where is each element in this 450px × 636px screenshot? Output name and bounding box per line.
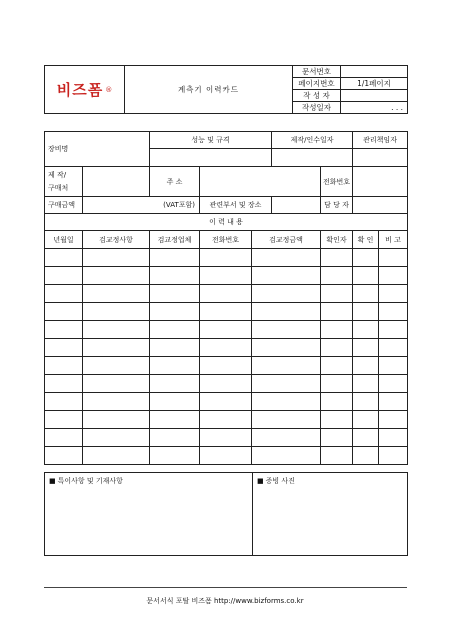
history-cell[interactable] xyxy=(379,429,408,447)
history-cell[interactable] xyxy=(83,357,150,375)
history-cell[interactable] xyxy=(353,393,379,411)
history-cell[interactable] xyxy=(83,339,150,357)
address-field[interactable] xyxy=(200,167,321,197)
doc-number-value xyxy=(341,66,408,78)
maker-date-field[interactable] xyxy=(272,149,353,167)
evidence-photo-label: 증빙 사진 xyxy=(265,477,295,485)
footer-divider xyxy=(44,587,407,588)
col-calibration-company: 검교정업체 xyxy=(150,231,200,249)
spec-label: 성능 및 규격 xyxy=(150,132,272,149)
history-cell[interactable] xyxy=(45,267,83,285)
history-cell[interactable] xyxy=(83,411,150,429)
history-cell[interactable] xyxy=(353,321,379,339)
history-cell[interactable] xyxy=(321,321,353,339)
history-cell[interactable] xyxy=(45,303,83,321)
history-cell[interactable] xyxy=(252,321,321,339)
dept-place-label: 관련부서 및 장소 xyxy=(200,197,272,214)
date-label: 작성일자 xyxy=(293,102,341,114)
history-cell[interactable] xyxy=(200,267,252,285)
history-cell[interactable] xyxy=(353,429,379,447)
table-row xyxy=(45,429,408,447)
history-cell[interactable] xyxy=(379,375,408,393)
history-cell[interactable] xyxy=(321,357,353,375)
history-cell[interactable] xyxy=(83,249,150,267)
history-cell[interactable] xyxy=(200,249,252,267)
address-label: 주 소 xyxy=(150,167,200,197)
special-notes-label: 특이사항 및 기재사항 xyxy=(57,477,123,485)
col-calibration-item: 검교정사항 xyxy=(83,231,150,249)
logo xyxy=(45,66,125,114)
table-row xyxy=(45,447,408,465)
history-cell[interactable] xyxy=(353,375,379,393)
history-cell[interactable] xyxy=(200,393,252,411)
table-row xyxy=(45,267,408,285)
date-value: . . . xyxy=(341,102,408,114)
history-cell[interactable] xyxy=(150,357,200,375)
col-calibration-amount: 검교정금액 xyxy=(252,231,321,249)
notes-section xyxy=(44,472,408,556)
history-cell[interactable] xyxy=(252,285,321,303)
evidence-photo-box[interactable] xyxy=(253,473,408,556)
history-cell[interactable] xyxy=(353,357,379,375)
history-cell[interactable] xyxy=(200,447,252,465)
equipment-form xyxy=(44,131,408,465)
history-cell[interactable] xyxy=(379,249,408,267)
author-label: 작 성 자 xyxy=(293,90,341,102)
history-cell[interactable] xyxy=(150,447,200,465)
document-title: 계측기 이력카드 xyxy=(125,66,293,114)
history-cell[interactable] xyxy=(200,339,252,357)
history-cell[interactable] xyxy=(83,321,150,339)
history-cell[interactable] xyxy=(83,267,150,285)
history-cell[interactable] xyxy=(379,285,408,303)
table-row xyxy=(45,393,408,411)
registered-mark-icon: ® xyxy=(105,85,113,94)
vat-label: (VAT포함) xyxy=(83,197,200,214)
history-cell[interactable] xyxy=(321,447,353,465)
history-cell[interactable] xyxy=(45,357,83,375)
table-row xyxy=(45,339,408,357)
history-cell[interactable] xyxy=(252,411,321,429)
history-cell[interactable] xyxy=(353,285,379,303)
history-cell[interactable] xyxy=(83,429,150,447)
history-cell[interactable] xyxy=(200,411,252,429)
col-remarks: 비 고 xyxy=(379,231,408,249)
history-cell[interactable] xyxy=(353,249,379,267)
col-checker: 확인자 xyxy=(321,231,353,249)
author-value xyxy=(341,90,408,102)
maker-buyer-field[interactable] xyxy=(83,167,150,197)
history-cell[interactable] xyxy=(252,303,321,321)
history-cell[interactable] xyxy=(321,375,353,393)
history-rows xyxy=(45,249,408,465)
history-cell[interactable] xyxy=(45,285,83,303)
history-cell[interactable] xyxy=(321,411,353,429)
history-cell[interactable] xyxy=(83,447,150,465)
history-cell[interactable] xyxy=(150,285,200,303)
history-cell[interactable] xyxy=(379,393,408,411)
history-cell[interactable] xyxy=(252,339,321,357)
history-cell[interactable] xyxy=(353,339,379,357)
history-cell[interactable] xyxy=(45,321,83,339)
history-cell[interactable] xyxy=(150,303,200,321)
footer-text: 문서서식 포탈 비즈폼 http://www.bizforms.co.kr xyxy=(146,597,304,605)
history-cell[interactable] xyxy=(150,411,200,429)
purchase-amount-label: 구매금액 xyxy=(45,197,83,214)
history-cell[interactable] xyxy=(252,447,321,465)
table-row xyxy=(45,411,408,429)
table-row xyxy=(45,285,408,303)
history-cell[interactable] xyxy=(150,249,200,267)
history-cell[interactable] xyxy=(200,303,252,321)
history-cell[interactable] xyxy=(200,285,252,303)
document-header xyxy=(44,65,408,114)
page-number-label: 페이지번호 xyxy=(293,78,341,90)
history-cell[interactable] xyxy=(379,447,408,465)
history-cell[interactable] xyxy=(252,393,321,411)
maker-date-label: 제작/인수일자 xyxy=(272,132,353,149)
history-cell[interactable] xyxy=(83,303,150,321)
history-cell[interactable] xyxy=(252,357,321,375)
history-cell[interactable] xyxy=(150,321,200,339)
equipment-name-label: 장비명 xyxy=(45,132,150,167)
table-row xyxy=(45,303,408,321)
table-row xyxy=(45,249,408,267)
history-cell[interactable] xyxy=(200,321,252,339)
history-cell[interactable] xyxy=(45,339,83,357)
history-cell[interactable] xyxy=(379,267,408,285)
history-cell[interactable] xyxy=(83,375,150,393)
page-number-value: 1/1페이지 xyxy=(341,78,408,90)
bullet-square-icon: ■ xyxy=(257,477,264,485)
dept-place-field[interactable] xyxy=(272,197,321,214)
history-cell[interactable] xyxy=(150,429,200,447)
history-cell[interactable] xyxy=(200,429,252,447)
history-cell[interactable] xyxy=(252,249,321,267)
history-cell[interactable] xyxy=(321,303,353,321)
history-cell[interactable] xyxy=(379,321,408,339)
phone-field[interactable] xyxy=(353,167,408,197)
manager-label: 관리책임자 xyxy=(353,132,408,149)
history-cell[interactable] xyxy=(321,339,353,357)
history-cell[interactable] xyxy=(45,393,83,411)
history-cell[interactable] xyxy=(45,411,83,429)
col-phone: 전화번호 xyxy=(200,231,252,249)
col-confirm: 확 인 xyxy=(353,231,379,249)
history-cell[interactable] xyxy=(252,429,321,447)
history-cell[interactable] xyxy=(150,393,200,411)
history-cell[interactable] xyxy=(45,249,83,267)
history-cell[interactable] xyxy=(45,375,83,393)
history-cell[interactable] xyxy=(321,285,353,303)
history-cell[interactable] xyxy=(83,393,150,411)
history-cell[interactable] xyxy=(45,429,83,447)
history-cell[interactable] xyxy=(353,267,379,285)
history-cell[interactable] xyxy=(252,375,321,393)
person-label: 담 당 자 xyxy=(321,197,353,214)
table-row xyxy=(45,321,408,339)
logo-text: 비즈폼 xyxy=(56,81,104,99)
maker-buyer-label: 제 작/ 구매처 xyxy=(45,167,83,197)
table-row xyxy=(45,357,408,375)
history-cell[interactable] xyxy=(200,375,252,393)
history-cell[interactable] xyxy=(353,411,379,429)
history-cell[interactable] xyxy=(200,357,252,375)
history-title: 이 력 내 용 xyxy=(45,214,408,231)
history-cell[interactable] xyxy=(353,303,379,321)
history-cell[interactable] xyxy=(150,375,200,393)
history-cell[interactable] xyxy=(321,249,353,267)
history-cell[interactable] xyxy=(321,267,353,285)
doc-number-label: 문서번호 xyxy=(293,66,341,78)
special-notes-box[interactable] xyxy=(45,473,253,556)
history-cell[interactable] xyxy=(379,339,408,357)
col-date: 년월일 xyxy=(45,231,83,249)
history-cell[interactable] xyxy=(83,285,150,303)
manager-field[interactable] xyxy=(353,149,408,167)
bullet-square-icon: ■ xyxy=(49,477,56,485)
history-cell[interactable] xyxy=(353,447,379,465)
history-cell[interactable] xyxy=(379,411,408,429)
history-cell[interactable] xyxy=(321,429,353,447)
table-row xyxy=(45,375,408,393)
person-field[interactable] xyxy=(353,197,408,214)
history-cell[interactable] xyxy=(45,447,83,465)
history-cell[interactable] xyxy=(150,339,200,357)
history-cell[interactable] xyxy=(379,357,408,375)
history-cell[interactable] xyxy=(252,267,321,285)
spec-field[interactable] xyxy=(150,149,272,167)
history-cell[interactable] xyxy=(321,393,353,411)
history-cell[interactable] xyxy=(150,267,200,285)
history-cell[interactable] xyxy=(379,303,408,321)
phone-label: 전화번호 xyxy=(321,167,353,197)
